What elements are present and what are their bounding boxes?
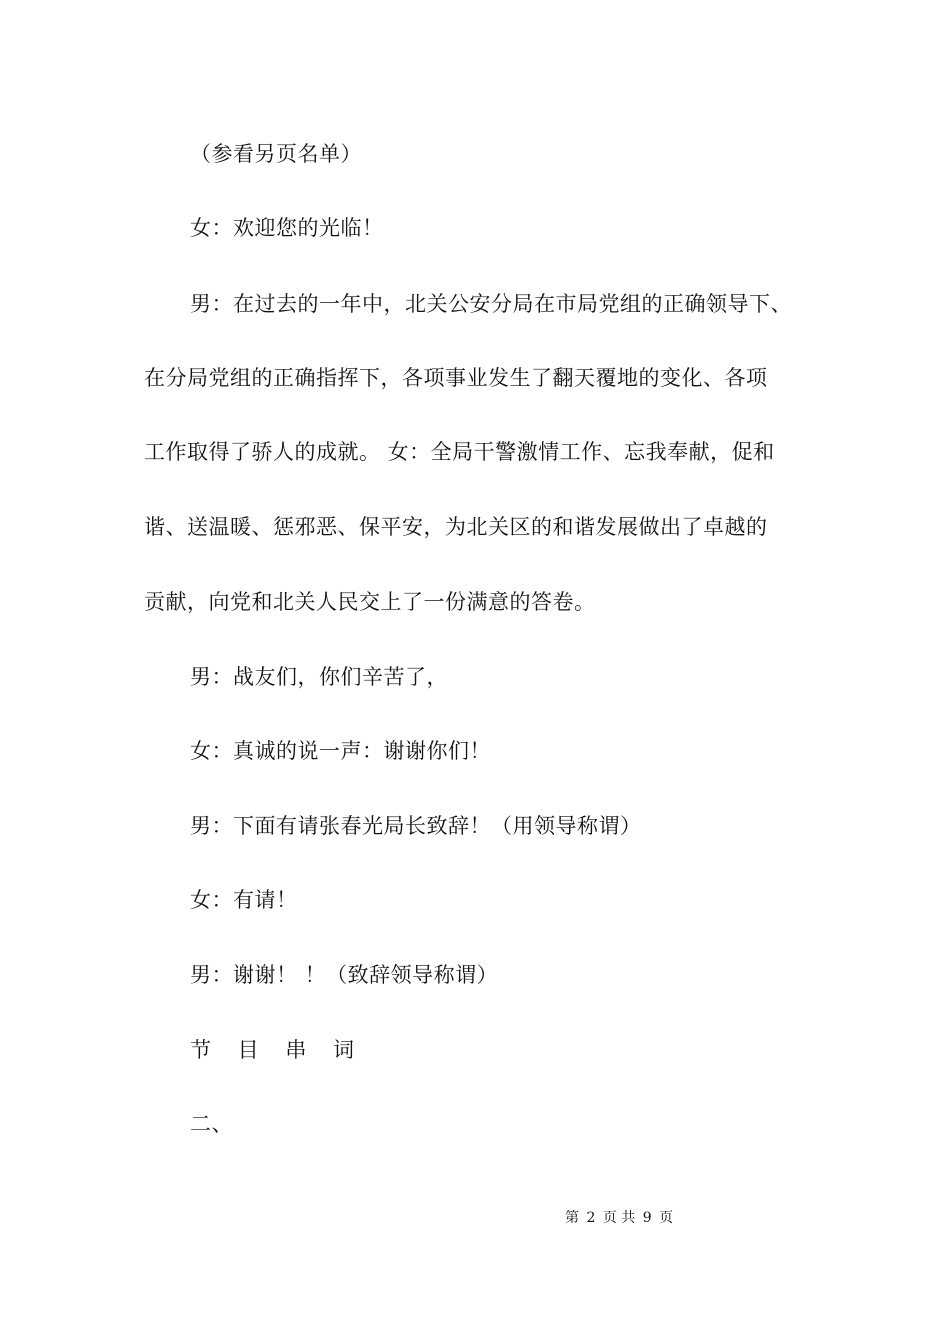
paragraph-male-intro-line2: 在分局党组的正确指挥下，各项事业发生了翻天覆地的变化、各项 — [144, 366, 768, 390]
page-footer — [565, 1208, 676, 1228]
footer-current-page: 2 — [586, 1210, 596, 1226]
section-heading-program-script: 节 目 串 词 — [190, 1038, 365, 1062]
footer-suffix: 页 — [659, 1210, 674, 1226]
paragraph-male-intro-line1: 男：在过去的一年中，北关公安分局在市局党组的正确领导下、 — [190, 292, 792, 316]
footer-total-pages: 9 — [642, 1210, 652, 1226]
section-number-two: 二、 — [190, 1112, 233, 1136]
paragraph-male-invite-speech: 男：下面有请张春光局长致辞！（用领导称谓） — [190, 814, 642, 838]
paragraph-male-thanks: 男：谢谢！ ！（致辞领导称谓） — [190, 963, 499, 987]
footer-prefix: 第 — [565, 1210, 579, 1226]
paragraph-female-please: 女：有请！ — [190, 888, 298, 912]
paragraph-male-intro-line4: 谐、送温暖、惩邪恶、保平安，为北关区的和谐发展做出了卓越的 — [144, 515, 768, 539]
paragraph-attendee-note: （参看另页名单） — [190, 142, 362, 166]
paragraph-female-welcome: 女：欢迎您的光临！ — [190, 216, 384, 240]
footer-mid: 页 共 — [602, 1210, 636, 1226]
paragraph-male-comrades: 男：战友们，你们辛苦了， — [190, 665, 448, 689]
paragraph-male-intro-line5: 贡献，向党和北关人民交上了一份满意的答卷。 — [144, 590, 596, 614]
paragraph-female-thanks: 女：真诚的说一声：谢谢你们！ — [190, 739, 491, 763]
paragraph-male-intro-line3: 工作取得了骄人的成就。 女：全局干警激情工作、忘我奉献，促和 — [144, 440, 775, 464]
